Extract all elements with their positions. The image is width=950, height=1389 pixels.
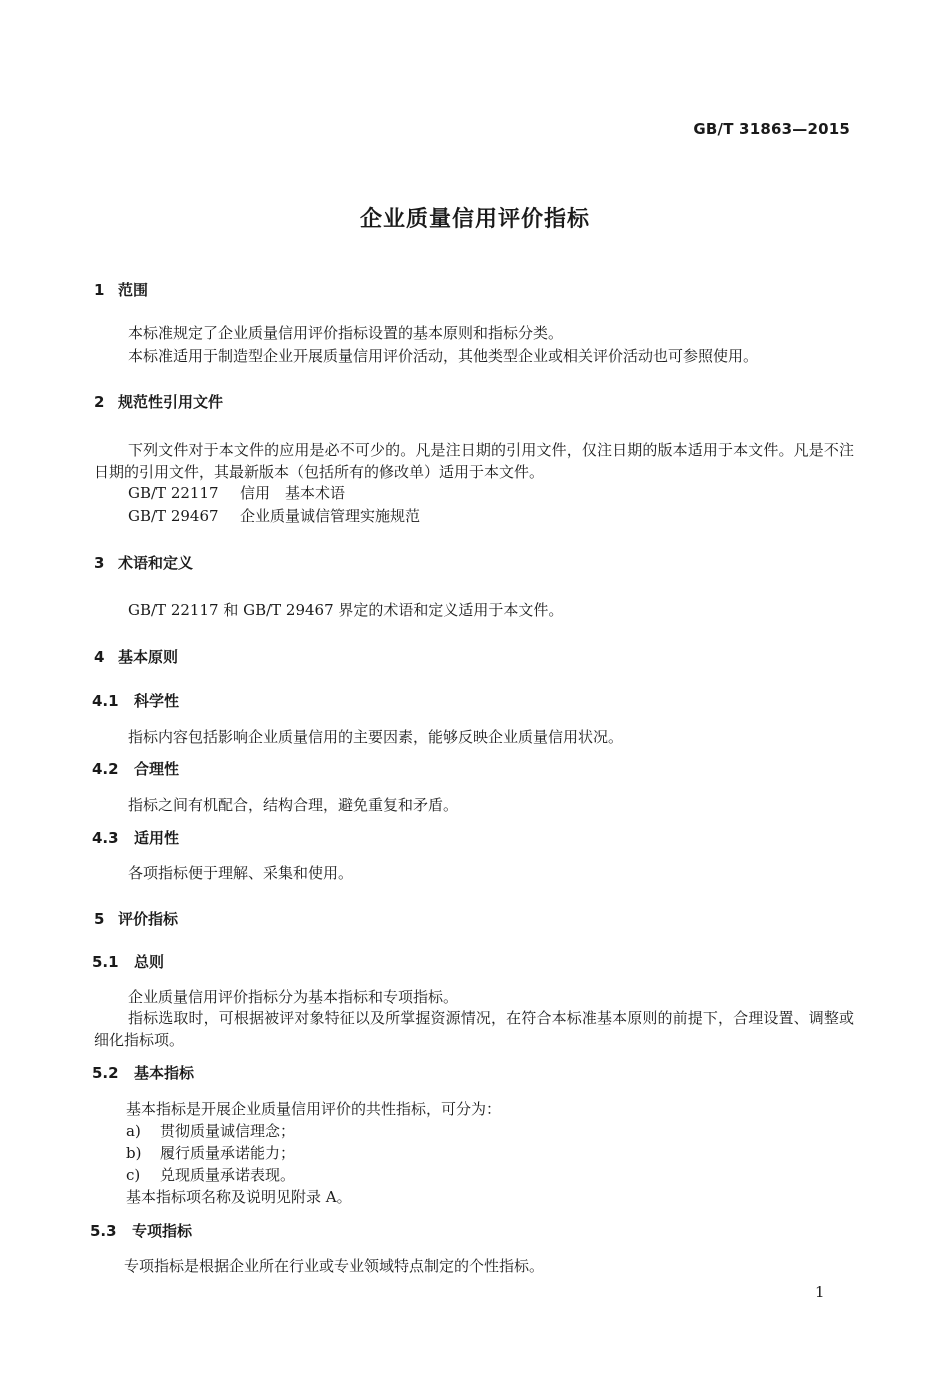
subsection-number: 4.1 (92, 692, 119, 710)
reference-name: 企业质量诚信管理实施规范 (240, 507, 421, 525)
document-title: 企业质量信用评价指标 (359, 207, 590, 232)
paragraph: 指标之间有机配合，结构合理，避免重复和矛盾。 (128, 796, 459, 814)
paragraph: 基本指标是开展企业质量信用评价的共性指标，可分为： (126, 1100, 502, 1118)
page-number: 1 (815, 1283, 825, 1301)
paragraph: 基本指标项名称及说明见附录 A。 (126, 1188, 352, 1206)
subsection-4-2-heading (92, 758, 179, 779)
section-title: 范围 (118, 281, 149, 299)
section-title: 术语和定义 (118, 554, 194, 572)
paragraph: GB/T 22117 和 GB/T 29467 界定的术语和定义适用于本文件。 (128, 601, 564, 619)
section-title: 规范性引用文件 (118, 393, 224, 411)
paragraph: 指标内容包括影响企业质量信用的主要因素，能够反映企业质量信用状况。 (128, 728, 624, 746)
standard-number: GB/T 31863—2015 (693, 120, 850, 138)
subsection-5-3-heading (90, 1220, 192, 1241)
subsection-title: 适用性 (134, 829, 180, 847)
subsection-number: 5.1 (92, 953, 119, 971)
reference-code: GB/T 22117 (128, 484, 219, 502)
section-4-heading (94, 646, 178, 667)
list-marker: b) (126, 1144, 142, 1162)
list-marker: a) (126, 1122, 141, 1140)
section-number: 5 (94, 910, 105, 928)
reference-item (128, 505, 420, 526)
section-number: 2 (94, 393, 105, 411)
reference-code: GB/T 29467 (128, 507, 219, 525)
subsection-title: 基本指标 (134, 1064, 195, 1082)
section-title: 评价指标 (118, 910, 179, 928)
list-text: 履行质量承诺能力； (160, 1144, 296, 1162)
section-1-heading (94, 279, 148, 300)
list-text: 兑现质量承诺表现。 (160, 1166, 296, 1184)
list-item (126, 1164, 295, 1185)
section-2-heading (94, 391, 223, 412)
list-text: 贯彻质量诚信理念； (160, 1122, 296, 1140)
reference-item (128, 482, 345, 503)
subsection-4-3-heading (92, 827, 179, 848)
paragraph: 专项指标是根据企业所在行业或专业领域特点制定的个性指标。 (124, 1257, 545, 1275)
subsection-number: 4.3 (92, 829, 119, 847)
section-number: 4 (94, 648, 105, 666)
subsection-title: 科学性 (134, 692, 180, 710)
subsection-number: 4.2 (92, 760, 119, 778)
subsection-5-1-heading (92, 951, 164, 972)
list-marker: c) (126, 1166, 141, 1184)
paragraph: 本标准规定了企业质量信用评价指标设置的基本原则和指标分类。 (128, 324, 564, 342)
paragraph: 本标准适用于制造型企业开展质量信用评价活动，其他类型企业或相关评价活动也可参照使用。 (128, 347, 759, 365)
list-item (126, 1142, 295, 1163)
subsection-4-1-heading (92, 690, 179, 711)
paragraph: 各项指标便于理解、采集和使用。 (128, 864, 354, 882)
subsection-5-2-heading (92, 1062, 194, 1083)
subsection-title: 总则 (134, 953, 165, 971)
paragraph: 企业质量信用评价指标分为基本指标和专项指标。 (128, 988, 459, 1006)
list-item (126, 1120, 295, 1141)
subsection-title: 专项指标 (132, 1222, 193, 1240)
section-3-heading (94, 552, 193, 573)
subsection-number: 5.2 (92, 1064, 119, 1082)
paragraph: 下列文件对于本文件的应用是必不可少的。凡是注日期的引用文件，仅注日期的版本适用于本文件。凡是不注日期的引用文件，其最新版本（包括所有的修改单）适用于本文件。 (94, 441, 854, 481)
subsection-title: 合理性 (134, 760, 180, 778)
section-title: 基本原则 (118, 648, 179, 666)
reference-name: 信用 基本术语 (240, 484, 346, 502)
subsection-number: 5.3 (90, 1222, 117, 1240)
section-number: 3 (94, 554, 105, 572)
paragraph: 指标选取时，可根据被评对象特征以及所掌握资源情况，在符合本标准基本原则的前提下，合理设置、调整或细化指标项。 (94, 1009, 854, 1049)
section-number: 1 (94, 281, 105, 299)
section-5-heading (94, 908, 178, 929)
